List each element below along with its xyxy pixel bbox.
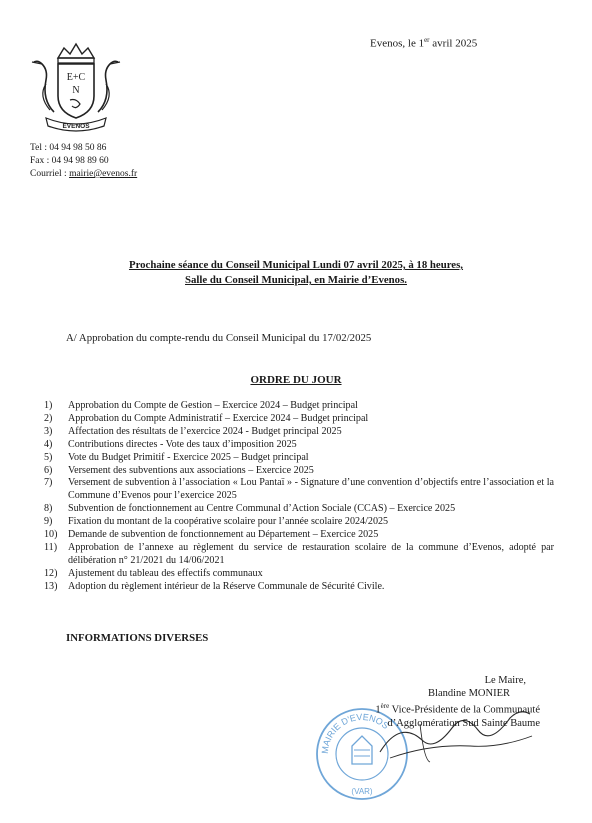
email-label: Courriel : — [30, 169, 70, 179]
agenda-item — [44, 568, 554, 581]
agenda-item-text: Affectation des résultats de l’exercice 2024 - Budget principal 2025 — [68, 425, 342, 437]
agenda-item-text: Fixation du montant de la coopérative scolaire pour l’année scolaire 2024/2025 — [68, 516, 389, 528]
email-line — [30, 168, 137, 181]
agenda-item-text: Versement de subvention à l’association « Lou Pantaï » - Signature d’une convention d’objectifs entre l’association et la Commune d’Evenos pour l’exercice 2025 — [68, 477, 554, 502]
signature-title-text: Vice-Présidente de la Communauté — [389, 704, 540, 716]
agenda-item — [44, 529, 554, 542]
informations-diverses-heading: INFORMATIONS DIVERSES — [66, 632, 209, 644]
meeting-line-2: Salle du Conseil Municipal, en Mairie d’Evenos. — [185, 274, 407, 286]
seal-text-bottom: (VAR) — [351, 787, 373, 796]
agenda-item — [44, 516, 554, 529]
agenda-list — [44, 400, 554, 594]
date-suffix: avril 2025 — [429, 37, 478, 50]
agenda-item — [44, 439, 554, 452]
agenda-item-text: Vote du Budget Primitif - Exercice 2025 – Budget principal — [68, 451, 309, 463]
approval-line: A/ Approbation du compte-rendu du Conseil Municipal du 17/02/2025 — [66, 332, 372, 344]
agenda-item — [44, 400, 554, 413]
signature-title-sup: ère — [380, 702, 390, 710]
email-link[interactable]: mairie@evenos.fr — [69, 169, 138, 179]
signature-role: Le Maire, — [484, 675, 526, 686]
agenda-item-number: 3) — [44, 425, 53, 437]
signature-title-2: d’Agglomération Sud Sainte Baume — [387, 717, 540, 729]
seal-text-top: MAIRIE D'EVENOS — [319, 711, 391, 755]
logo-banner-text: EVENOS — [62, 123, 90, 130]
agenda-item-text: Contributions directes - Vote des taux d’imposition 2025 — [68, 438, 297, 450]
agenda-item — [44, 581, 554, 594]
agenda-item-number: 11) — [44, 541, 58, 553]
agenda-item-text: Demande de subvention de fonctionnement au Département – Exercice 2025 — [68, 529, 379, 541]
agenda-title: ORDRE DU JOUR — [250, 374, 342, 386]
logo-letters-top: E+C — [66, 72, 86, 83]
agenda-item-number: 1) — [44, 400, 53, 411]
logo-letters-mid: N — [72, 85, 80, 96]
fax-line: Fax : 04 94 98 89 60 — [30, 156, 109, 166]
agenda-item-text: Ajustement du tableau des effectifs communaux — [68, 567, 263, 579]
signature-name: Blandine MONIER — [428, 688, 510, 699]
agenda-item-number: 2) — [44, 412, 53, 424]
signature-title-prefix: 1 — [375, 704, 381, 716]
agenda-item-number: 8) — [44, 503, 53, 515]
agenda-item-number: 13) — [44, 580, 58, 592]
contact-block — [30, 142, 137, 181]
meeting-line-1: Prochaine séance du Conseil Municipal Lundi 07 avril 2025, à 18 heures, — [128, 259, 464, 271]
meeting-announcement — [60, 258, 532, 288]
agenda-item-number: 9) — [44, 516, 53, 528]
signature-title-1 — [340, 700, 540, 717]
agenda-item-text: Approbation du Compte de Gestion – Exercice 2024 – Budget principal — [68, 400, 358, 411]
date-sup: er — [424, 36, 430, 44]
agenda-item — [44, 465, 554, 478]
agenda-item-number: 10) — [44, 529, 58, 541]
agenda-item — [44, 477, 554, 503]
agenda-item-text: Subvention de fonctionnement au Centre Communal d’Action Sociale (CCAS) – Exercice 2025 — [68, 503, 456, 515]
agenda-item-text: Versement des subventions aux associations – Exercice 2025 — [68, 464, 314, 476]
agenda-item-number: 5) — [44, 451, 53, 463]
agenda-item-number: 6) — [44, 464, 53, 476]
agenda-item-number: 7) — [44, 477, 53, 489]
date-prefix: Evenos, le 1 — [370, 37, 425, 50]
date-line — [370, 36, 477, 50]
agenda-item — [44, 503, 554, 516]
evenos-coat-of-arms-logo — [28, 40, 124, 132]
agenda-item-number: 4) — [44, 438, 53, 450]
agenda-item — [44, 413, 554, 426]
agenda-item — [44, 452, 554, 465]
agenda-item-number: 12) — [44, 567, 58, 579]
tel-line: Tel : 04 94 98 50 86 — [30, 143, 107, 153]
agenda-item — [44, 426, 554, 439]
agenda-item-text: Approbation du Compte Administratif – Exercice 2024 – Budget principal — [68, 412, 369, 424]
signature-block — [340, 674, 540, 730]
agenda-item — [44, 542, 554, 568]
agenda-item-text: Adoption du règlement intérieur de la Réserve Communale de Sécurité Civile. — [68, 580, 385, 592]
agenda-item-text: Approbation de l’annexe au règlement du service de restauration scolaire de la commune d’Evenos, adopté par délibération n° 21/2021 du 14/06/2021 — [68, 541, 554, 566]
